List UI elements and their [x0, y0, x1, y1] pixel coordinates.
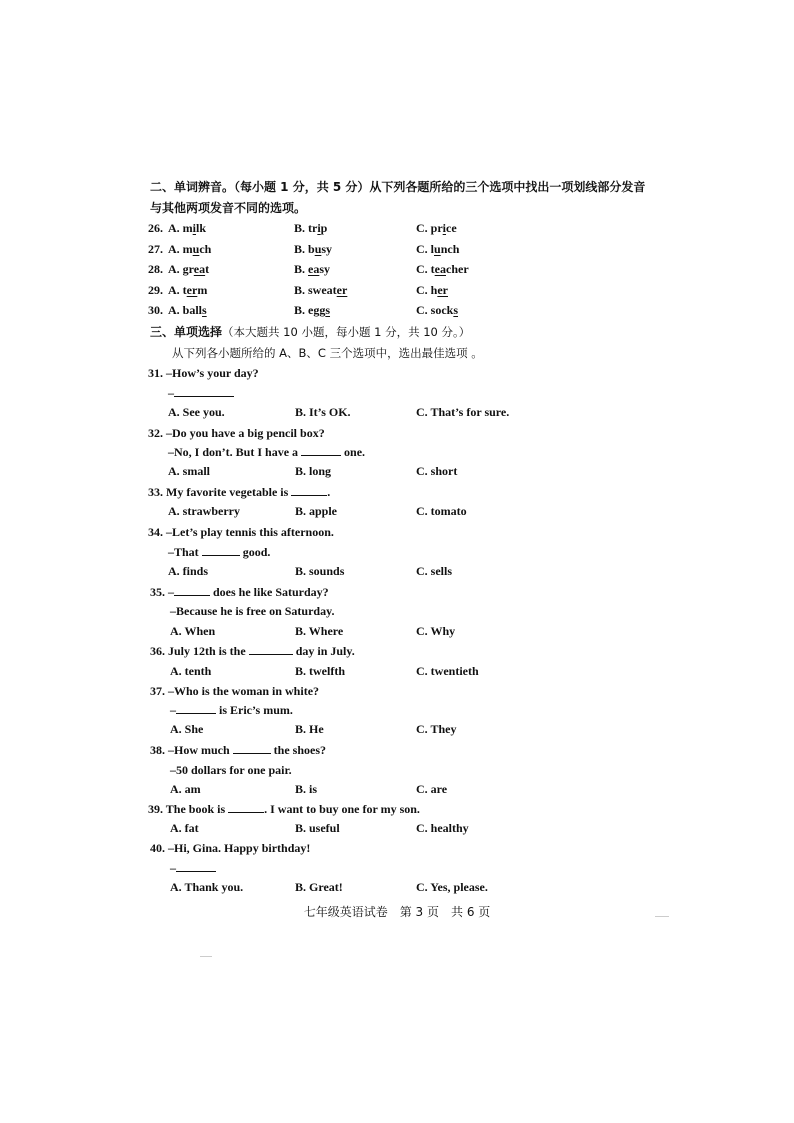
question-text: 36. July 12th is the	[150, 644, 249, 658]
option-b	[294, 242, 332, 256]
answer-blank	[176, 861, 216, 872]
option-text: nch	[440, 242, 460, 256]
question-line	[148, 485, 330, 499]
question-text: 40. –Hi, Gina. Happy birthday!	[150, 841, 311, 855]
option-text: C. t	[416, 262, 435, 276]
option-text: B. b	[294, 242, 315, 256]
question-text: 37. –Who is the woman in white?	[150, 684, 320, 698]
option-text: C. h	[416, 283, 438, 297]
choice-a: A. finds	[168, 564, 209, 578]
option-a	[168, 242, 211, 256]
question-text: –That	[168, 545, 202, 559]
underlined-letters: i	[317, 221, 321, 235]
underlined-letters: er	[336, 283, 348, 297]
option-text: m	[197, 283, 208, 297]
section3-instruction: 从下列各小题所给的 A、B、C 三个选项中，选出最佳选项 。	[172, 346, 483, 360]
question-line	[150, 585, 329, 599]
question-line	[148, 366, 259, 380]
underlined-letters: i	[192, 221, 197, 235]
option-a	[168, 262, 209, 276]
underlined-letters: er	[437, 283, 448, 297]
underlined-letters: s	[325, 303, 331, 317]
question-text: –50 dollars for one pair.	[170, 763, 292, 777]
choice-a: A. She	[170, 722, 204, 736]
answer-blank	[301, 445, 341, 456]
question-number: 28.	[148, 262, 163, 276]
scan-mark	[655, 916, 669, 917]
option-a	[168, 283, 207, 297]
option-c	[416, 242, 459, 256]
option-text: C. pr	[416, 221, 443, 235]
answer-blank	[291, 485, 327, 496]
question-text: 31. –How’s your day?	[148, 366, 259, 380]
question-line	[148, 525, 334, 539]
question-text: does he like Saturday?	[210, 585, 329, 599]
choice-a: A. fat	[170, 821, 199, 835]
option-text: lk	[196, 221, 207, 235]
option-text: B. egg	[294, 303, 326, 317]
question-text: is Eric’s mum.	[216, 703, 293, 717]
question-text: –	[168, 386, 174, 400]
answer-blank	[174, 386, 234, 397]
question-line	[148, 426, 325, 440]
question-number: 29.	[148, 283, 163, 297]
section3-header	[150, 325, 470, 339]
choice-c: C. Yes, please.	[416, 880, 488, 894]
option-c	[416, 283, 448, 297]
choice-a: A. tenth	[170, 664, 212, 678]
choice-c: C. That’s for sure.	[416, 405, 510, 419]
question-number: 26.	[148, 221, 163, 235]
scan-mark	[200, 956, 212, 957]
question-text: one.	[341, 445, 366, 459]
question-text: 38. –How much	[150, 743, 233, 757]
option-text: A. t	[168, 283, 187, 297]
option-a	[168, 221, 206, 235]
question-line	[168, 386, 234, 400]
question-text: 34. –Let’s play tennis this afternoon.	[148, 525, 334, 539]
question-line	[168, 545, 270, 559]
answer-blank	[228, 802, 264, 813]
choice-c: C. are	[416, 782, 448, 796]
choice-c: C. twentieth	[416, 664, 479, 678]
underlined-letters: u	[314, 242, 322, 256]
underlined-letters: i	[442, 221, 447, 235]
choice-b: B. is	[295, 782, 318, 796]
section3-title: 三、单项选择	[150, 325, 223, 339]
question-text: day in July.	[292, 644, 355, 658]
section3-subtitle: （本大题共 10 小题，每小题 1 分，共 10 分。）	[222, 325, 471, 339]
choice-a: A. am	[170, 782, 201, 796]
option-text: B. sweat	[294, 283, 337, 297]
question-line	[150, 684, 319, 698]
choice-b: B. sounds	[295, 564, 345, 578]
question-line	[170, 861, 216, 875]
question-line	[170, 604, 334, 618]
answer-blank	[176, 703, 216, 714]
choice-b: B. useful	[295, 821, 340, 835]
option-b	[294, 303, 330, 317]
answer-blank	[174, 585, 210, 596]
choice-b: B. twelfth	[295, 664, 345, 678]
choice-a: A. See you.	[168, 405, 225, 419]
question-line	[168, 445, 365, 459]
question-text: –	[170, 703, 176, 717]
option-text: A. gr	[168, 262, 194, 276]
choice-b: B. He	[295, 722, 324, 736]
choice-c: C. They	[416, 722, 457, 736]
choice-b: B. It’s OK.	[295, 405, 351, 419]
question-text: .	[327, 485, 331, 499]
choice-a: A. strawberry	[168, 504, 240, 518]
question-text: the shoes?	[270, 743, 327, 757]
question-text: –No, I don’t. But I have a	[168, 445, 302, 459]
choice-b: B. Great!	[295, 880, 343, 894]
question-text: 32. –Do you have a big pencil box?	[148, 426, 325, 440]
option-b	[294, 221, 327, 235]
question-number: 27.	[148, 242, 163, 256]
question-line	[170, 763, 292, 777]
option-b	[294, 283, 347, 297]
option-text: A. m	[168, 242, 193, 256]
choice-c: C. healthy	[416, 821, 469, 835]
question-line	[170, 703, 293, 717]
question-line	[150, 841, 310, 855]
option-text: C. l	[416, 242, 434, 256]
choice-b: B. long	[295, 464, 332, 478]
underlined-letters: er	[186, 283, 198, 297]
option-text: t	[205, 262, 210, 276]
option-text: ch	[199, 242, 212, 256]
page-footer: 七年级英语试卷 第 3 页 共 6 页	[303, 905, 491, 919]
choice-b: B. Where	[295, 624, 344, 638]
option-text: sy	[319, 262, 331, 276]
question-line	[148, 802, 420, 816]
option-c	[416, 262, 469, 276]
underlined-letters: s	[202, 303, 207, 317]
answer-blank	[249, 644, 293, 655]
question-text: good.	[239, 545, 271, 559]
choice-a: A. When	[170, 624, 216, 638]
question-text: 33. My favorite vegetable is	[148, 485, 292, 499]
underlined-letters: ea	[434, 262, 446, 276]
option-c	[416, 303, 458, 317]
question-text: 39. The book is	[148, 802, 229, 816]
choice-c: C. tomato	[416, 504, 467, 518]
option-text: sy	[321, 242, 333, 256]
choice-c: C. short	[416, 464, 458, 478]
underlined-letters: s	[453, 303, 459, 317]
question-text: –	[170, 861, 176, 875]
section2-header: 二、单词辨音。（每小题 1 分，共 5 分）从下列各题所给的三个选项中找出一项划线部分发音	[150, 180, 646, 194]
option-text: B.	[294, 262, 309, 276]
question-text: –Because he is free on Saturday.	[170, 604, 335, 618]
question-line	[150, 743, 326, 757]
option-a	[168, 303, 207, 317]
choice-c: C. sells	[416, 564, 452, 578]
underlined-letters: u	[434, 242, 441, 256]
option-text: A. ball	[168, 303, 203, 317]
underlined-letters: ea	[308, 262, 320, 276]
answer-blank	[202, 545, 240, 556]
section2-header-cont: 与其他两项发音不同的选项。	[150, 201, 307, 215]
underlined-letters: ea	[193, 262, 206, 276]
option-text: A. m	[168, 221, 193, 235]
option-text: C. sock	[416, 303, 454, 317]
answer-blank	[233, 743, 271, 754]
option-text: ce	[446, 221, 457, 235]
option-c	[416, 221, 457, 235]
question-line	[150, 644, 355, 658]
choice-c: C. Why	[416, 624, 456, 638]
underlined-letters: u	[192, 242, 200, 256]
option-b	[294, 262, 330, 276]
question-number: 30.	[148, 303, 163, 317]
question-text: . I want to buy one for my son.	[264, 802, 420, 816]
option-text: B. tr	[294, 221, 318, 235]
question-text: 35. –	[150, 585, 174, 599]
option-text: cher	[446, 262, 469, 276]
choice-a: A. small	[168, 464, 210, 478]
choice-b: B. apple	[295, 504, 338, 518]
option-text: p	[320, 221, 328, 235]
choice-a: A. Thank you.	[170, 880, 244, 894]
